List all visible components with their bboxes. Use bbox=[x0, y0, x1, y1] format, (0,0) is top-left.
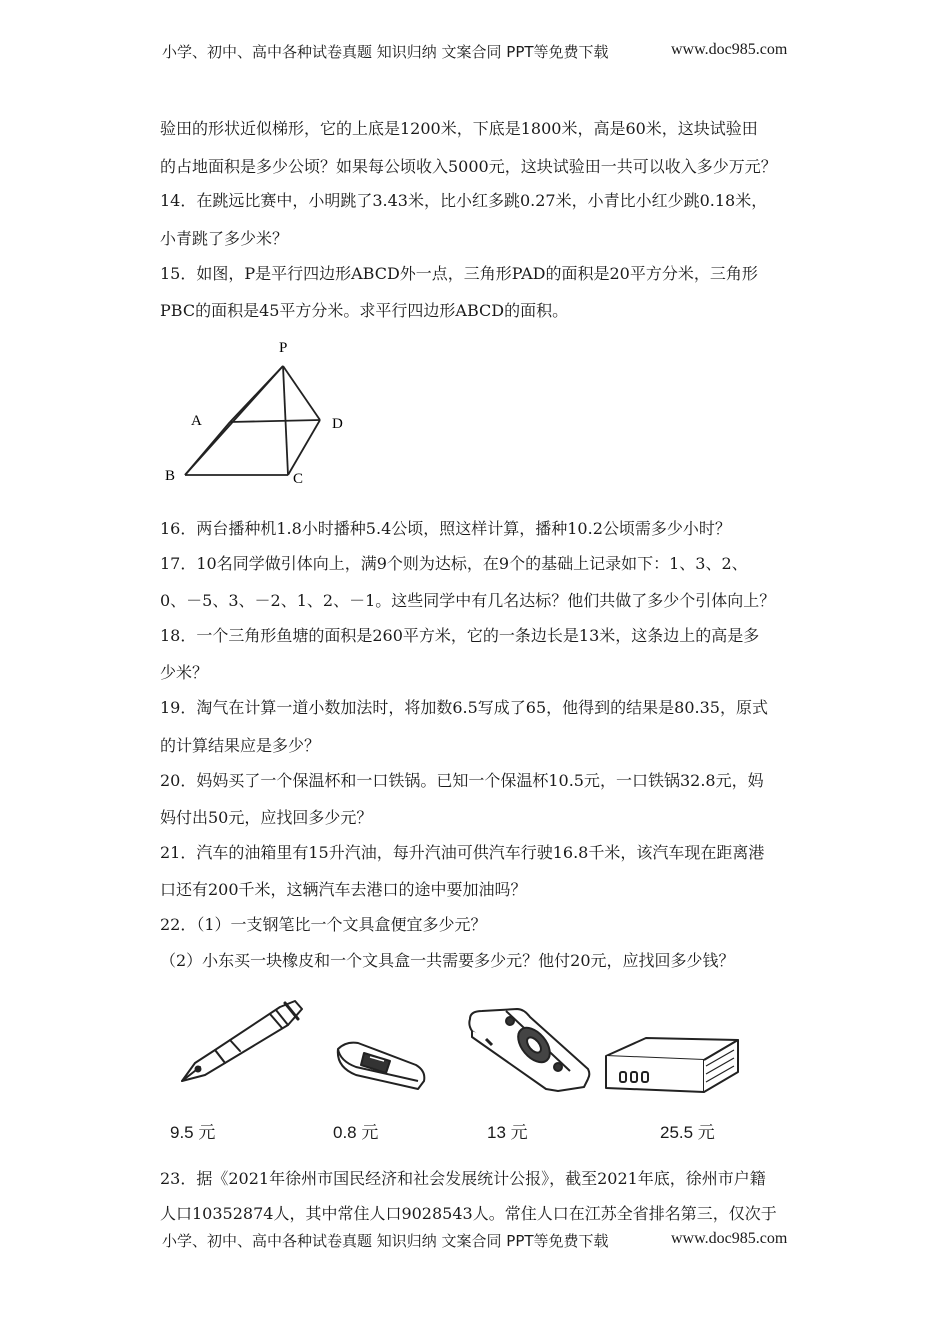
pencil-case-illustration bbox=[462, 1005, 597, 1093]
pencil-case-price: 13 元 bbox=[487, 1123, 528, 1142]
book-price: 25.5 元 bbox=[660, 1123, 715, 1142]
text-line: 口还有200千米，这辆汽车去港口的途中要加油吗？ bbox=[160, 880, 527, 899]
header-url[interactable]: www.doc985.com bbox=[671, 41, 788, 58]
text-line: PBC的面积是45平方分米。求平行四边形ABCD的面积。 bbox=[160, 301, 569, 320]
question-15: 15．如图，P是平行四边形ABCD外一点，三角形PAD的面积是20平方分米，三角形 bbox=[160, 264, 758, 283]
page-header bbox=[0, 35, 950, 65]
label-b: B bbox=[165, 468, 176, 484]
page-footer bbox=[0, 1224, 950, 1254]
label-d: D bbox=[332, 416, 343, 432]
label-p: P bbox=[279, 340, 288, 356]
text-line: 小青跳了多少米？ bbox=[160, 229, 289, 248]
eraser-illustration bbox=[328, 1035, 433, 1097]
pen-illustration bbox=[170, 995, 310, 1090]
question-14: 14．在跳远比赛中，小明跳了3.43米，比小红多跳0.27米，小青比小红少跳0.18米， bbox=[160, 191, 768, 210]
eraser-price: 0.8 元 bbox=[333, 1123, 379, 1142]
footer-url[interactable]: www.doc985.com bbox=[671, 1230, 788, 1247]
edge-cd bbox=[288, 420, 320, 475]
question-16: 16．两台播种机1.8小时播种5.4公顷，照这样计算，播种10.2公顷需多少小时？ bbox=[160, 519, 731, 538]
pen-price: 9.5 元 bbox=[170, 1123, 216, 1142]
text-line: 妈付出50元，应找回多少元？ bbox=[160, 808, 373, 827]
footer-slogan: 小学、初中、高中各种试卷真题 知识归纳 文案合同 PPT等免费下载 bbox=[162, 1232, 609, 1250]
question-17: 17．10名同学做引体向上，满9个则为达标，在9个的基础上记录如下：1、3、2、 bbox=[160, 554, 748, 573]
text-line: 人口10352874人，其中常住人口9028543人。常住人口在江苏全省排名第三，仅次于 bbox=[160, 1204, 777, 1223]
text-line: （2）小东买一块橡皮和一个文具盒一共需要多少元？他付20元，应找回多少钱？ bbox=[160, 951, 735, 970]
text-line: 验田的形状近似梯形，它的上底是1200米，下底是1800米，高是60米，这块试验田 bbox=[160, 119, 758, 138]
question-21: 21．汽车的油箱里有15升汽油，每升汽油可供汽车行驶16.8千米，该汽车现在距离港 bbox=[160, 843, 765, 862]
parallelogram-figure bbox=[155, 330, 365, 500]
question-22: 22．（1）一支钢笔比一个文具盒便宜多少元？ bbox=[160, 915, 487, 934]
edge-pd bbox=[283, 366, 320, 420]
header-slogan: 小学、初中、高中各种试卷真题 知识归纳 文案合同 PPT等免费下载 bbox=[162, 43, 609, 61]
text-line: 0、－5、3、－2、1、2、－1。这些同学中有几名达标？他们共做了多少个引体向上？ bbox=[160, 591, 776, 610]
text-line: 的占地面积是多少公顷？如果每公顷收入5000元，这块试验田一共可以收入多少万元？ bbox=[160, 157, 777, 176]
edge-ad bbox=[230, 420, 320, 422]
question-20: 20．妈妈买了一个保温杯和一口铁锅。已知一个保温杯10.5元，一口铁锅32.8元，妈 bbox=[160, 771, 764, 790]
label-c: C bbox=[293, 471, 304, 487]
text-line: 少米？ bbox=[160, 663, 209, 682]
question-18: 18．一个三角形鱼塘的面积是260平方米，它的一条边长是13米，这条边上的高是多 bbox=[160, 626, 760, 645]
question-23: 23．据《2021年徐州市国民经济和社会发展统计公报》，截至2021年底，徐州市户籍 bbox=[160, 1169, 766, 1188]
book-illustration bbox=[600, 1030, 745, 1100]
question-19: 19．淘气在计算一道小数加法时，将加数6.5写成了65，他得到的结果是80.35，原式 bbox=[160, 698, 768, 717]
label-a: A bbox=[191, 413, 202, 429]
text-line: 的计算结果应是多少？ bbox=[160, 736, 321, 755]
